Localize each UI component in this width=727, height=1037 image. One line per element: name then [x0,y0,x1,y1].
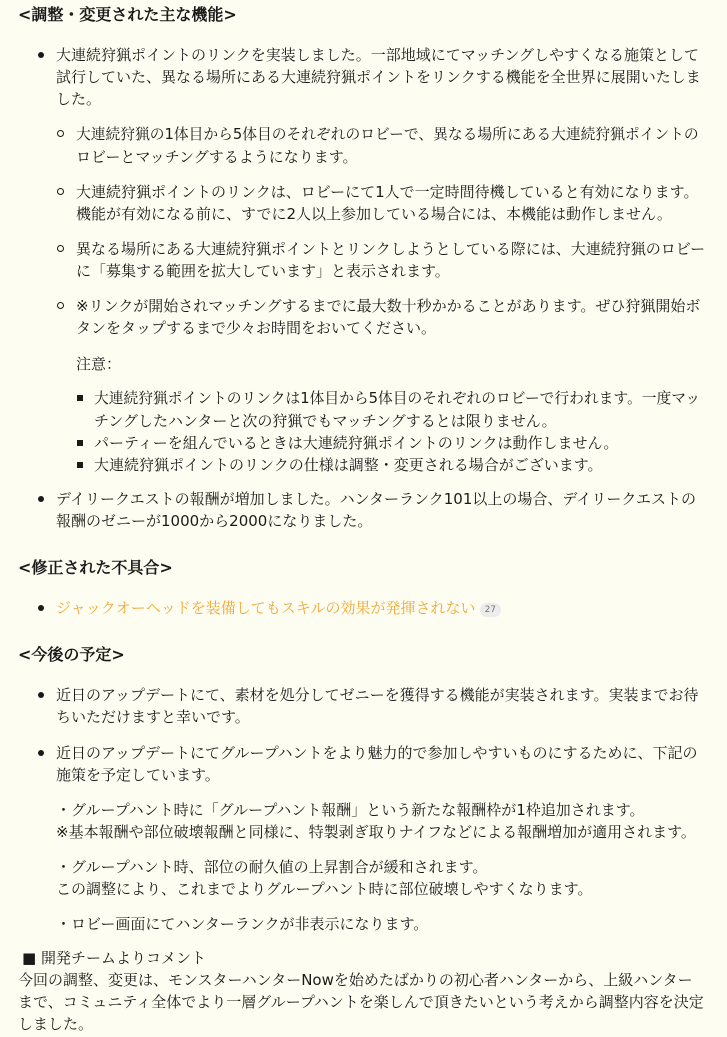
comment-body: 今回の調整、変更は、モンスターハンターNowを始めたばかりの初心者ハンターから、上級ハンター まで、コミュニティ全体でより一層グループハントを楽しんで頂きたいという考えから調整内容を決定 しました。 [18,971,704,1033]
note-item: パーティーを組んでいるときは大連続狩猟ポイントのリンクは動作しません。 [76,432,708,454]
plan-block: ・グループハント時に「グループハント報酬」という新たな報酬枠が1枠追加されます。 ※基本報酬や部位破壊報酬と同様に、特製剥ぎ取りナイフなどによる報酬増加が適用されます。 [56,801,696,841]
future-list [18,684,708,935]
sub-list-item: 大連続狩猟ポイントのリンクは、ロビーにて1人で一定時間待機していると有効になります。 機能が有効になる前に、すでに2人以上参加している場合には、本機能は動作しません。 [56,181,708,225]
bug-link[interactable]: ジャックオーヘッドを装備してもスキルの効果が発揮されない [56,599,476,617]
list-item: 近日のアップデートにてグループハントをより魅力的で参加しやすいものにするために、下記の 施策を予定しています。 ・グループハント時に「グループハント報酬」という新たな報酬枠が1枠追加されます。 ※基本報酬や部位破壊報酬と同様に、特製剥ぎ取りナイフなどによる報酬増加が適用されます。 ・グループハント時、部位の耐久値の上昇割合が緩和されます。 この調整により、これまでよりグループハント時に部位破壊しやすくなります。 ・ロビー画面にてハンターランクが非表示になります。 [18,742,708,935]
note-item: 大連続狩猟ポイントのリンクは1体目から5体目のそれぞれのロビーで行われます。一度マッ チングしたハンターと次の狩猟でもマッチングするとは限りません。 [76,387,708,432]
sub-list-item: ※リンクが開始されマッチングするまでに最大数十秒かかることがあります。ぜひ狩猟開始ボ タンをタップするまで少々お時間をおいてください。 注意： 大連続狩猟ポイントのリンクは1体目から5体目のそれぞれのロビーで行われます。一度マッ チングしたハンターと次の狩猟でもマッチングするとは限りません。 パーティーを組んでいるときは大連続狩猟ポイントのリンクは動作しません。 大連続狩猟ポイントのリンクの仕様は調整・変更される場合がございます。 [56,295,708,476]
fixes-list [18,597,708,619]
patch-notes [18,4,708,1035]
list-item: 近日のアップデートにて、素材を処分してゼニーを獲得する機能が実装されます。実装までお待 ちいただけますと幸いです。 [18,684,708,728]
notes-list [76,387,708,476]
sub-list-item: 大連続狩猟の1体目から5体目のそれぞれのロビーで、異なる場所にある大連続狩猟ポイントの ロビーとマッチングするようになります。 [56,123,708,168]
sub-list-item: 異なる場所にある大連続狩猟ポイントとリンクしようとしている際には、大連続狩猟のロビー に「募集する範囲を拡大しています」と表示されます。 [56,238,708,282]
comment-title: ■ 開発チームよりコメント [22,949,206,967]
plan-block: ・ロビー画面にてハンターランクが非表示になります。 [56,915,429,933]
list-item [18,597,708,619]
plan-block: ・グループハント時、部位の耐久値の上昇割合が緩和されます。 この調整により、これまでよりグループハント時に部位破壊しやすくなります。 [56,858,593,898]
sub-list [56,123,708,476]
paragraph: 大連続狩猟ポイントのリンクを実装しました。一部地域にてマッチングしやすくなる施策として 試行していた、異なる場所にある大連続狩猟ポイントをリンクする機能を全世界に展開いたしま した。 [56,46,701,108]
section-title-adjustments: <調整・変更された主な機能> [18,5,237,24]
list-item: デイリークエストの報酬が増加しました。ハンターランク101以上の場合、デイリークエストの 報酬のゼニーが1000から2000になりました。 [18,488,708,532]
note-item: 大連続狩猟ポイントのリンクの仕様は調整・変更される場合がございます。 [76,454,708,476]
note-label: 注意： [76,355,122,373]
comment-count-badge: 27 [480,603,501,617]
section-title-fixes: <修正された不具合> [18,558,173,577]
section-title-future: <今後の予定> [18,645,125,664]
list-item [18,44,708,476]
adjustments-list [18,44,708,532]
